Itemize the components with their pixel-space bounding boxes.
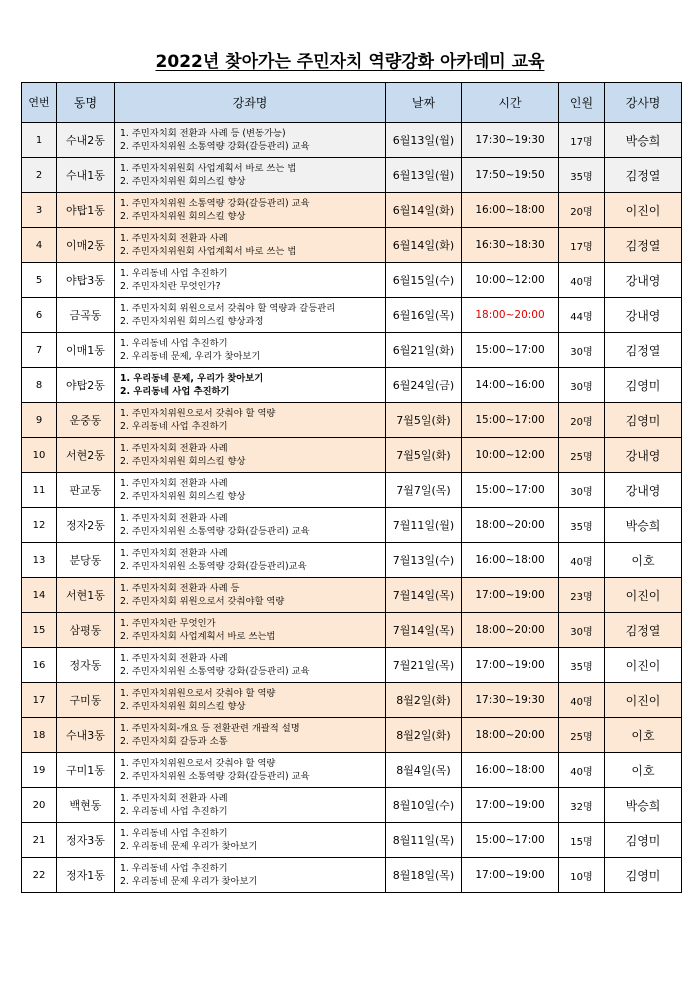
- date-cell: 7월13일(수): [386, 543, 462, 578]
- header-dong: 동명: [57, 83, 115, 123]
- table-row: [22, 613, 682, 648]
- instructor-cell: 박승희: [605, 123, 682, 158]
- instructor-cell: 강내영: [605, 298, 682, 333]
- row-number: 8: [22, 368, 57, 403]
- header-time: 시간: [462, 83, 559, 123]
- dong-name: 야탑2동: [57, 368, 115, 403]
- time-cell: 16:30~18:30: [462, 228, 559, 263]
- table-row: [22, 543, 682, 578]
- dong-name: 구미1동: [57, 753, 115, 788]
- course-cell: [115, 193, 386, 228]
- time-cell: 10:00~12:00: [462, 438, 559, 473]
- course-cell: [115, 613, 386, 648]
- dong-name: 야탑1동: [57, 193, 115, 228]
- course-line-1: 1. 주민자치위원으로서 갖춰야 할 역량: [120, 758, 276, 769]
- date-cell: 8월11일(목): [386, 823, 462, 858]
- row-number: 22: [22, 858, 57, 893]
- row-number: 13: [22, 543, 57, 578]
- date-cell: 7월14일(목): [386, 578, 462, 613]
- course-cell: [115, 438, 386, 473]
- course-line-2: 2. 주민자치위원 회의스킬 향상: [120, 491, 246, 502]
- instructor-cell: 이진이: [605, 648, 682, 683]
- course-cell: [115, 788, 386, 823]
- table-row: [22, 753, 682, 788]
- people-cell: 30명: [559, 368, 605, 403]
- row-number: 14: [22, 578, 57, 613]
- instructor-cell: 박승희: [605, 508, 682, 543]
- people-cell: 25명: [559, 438, 605, 473]
- row-number: 4: [22, 228, 57, 263]
- instructor-cell: 이진이: [605, 578, 682, 613]
- course-cell: [115, 403, 386, 438]
- date-cell: 8월2일(화): [386, 718, 462, 753]
- instructor-cell: 이호: [605, 718, 682, 753]
- table-row: [22, 193, 682, 228]
- time-cell: 17:00~19:00: [462, 648, 559, 683]
- instructor-cell: 강내영: [605, 438, 682, 473]
- course-line-1: 1. 우리동네 사업 추진하기: [120, 828, 228, 839]
- course-line-1: 1. 주민자치회 전환과 사례: [120, 443, 228, 454]
- instructor-cell: 김영미: [605, 858, 682, 893]
- course-line-1: 1. 주민자치위원 소통역량 강화(갈등관리) 교육: [120, 198, 310, 209]
- row-number: 9: [22, 403, 57, 438]
- time-cell: 15:00~17:00: [462, 473, 559, 508]
- course-line-2: 2. 주민자치위원 회의스킬 향상: [120, 701, 246, 712]
- row-number: 18: [22, 718, 57, 753]
- course-line-2: 2. 주민자치위원 소통역량 강화(갈등관리) 교육: [120, 141, 310, 152]
- course-line-2: 2. 우리동네 문제 우리가 찾아보기: [120, 841, 258, 852]
- people-cell: 35명: [559, 508, 605, 543]
- time-cell: 17:50~19:50: [462, 158, 559, 193]
- people-cell: 20명: [559, 193, 605, 228]
- date-cell: 8월18일(목): [386, 858, 462, 893]
- row-number: 3: [22, 193, 57, 228]
- dong-name: 서현1동: [57, 578, 115, 613]
- course-line-2: 2. 주민자치위원 회의스킬 향상: [120, 456, 246, 467]
- instructor-cell: 김정열: [605, 613, 682, 648]
- row-number: 12: [22, 508, 57, 543]
- dong-name: 야탑3동: [57, 263, 115, 298]
- row-number: 21: [22, 823, 57, 858]
- course-line-1: 1. 주민자치회 전환과 사례: [120, 478, 228, 489]
- people-cell: 44명: [559, 298, 605, 333]
- time-cell: 10:00~12:00: [462, 263, 559, 298]
- table-row: [22, 298, 682, 333]
- dong-name: 구미동: [57, 683, 115, 718]
- course-cell: [115, 648, 386, 683]
- people-cell: 40명: [559, 263, 605, 298]
- instructor-cell: 이진이: [605, 193, 682, 228]
- dong-name: 정자1동: [57, 858, 115, 893]
- course-line-1: 1. 주민자치위원회 사업계획서 바로 쓰는 법: [120, 163, 297, 174]
- table-row: [22, 823, 682, 858]
- table-row: [22, 368, 682, 403]
- table-row: [22, 473, 682, 508]
- course-line-1: 1. 우리동네 사업 추진하기: [120, 338, 228, 349]
- course-cell: [115, 543, 386, 578]
- time-cell: 18:00~20:00: [462, 508, 559, 543]
- people-cell: 40명: [559, 683, 605, 718]
- row-number: 20: [22, 788, 57, 823]
- course-line-1: 1. 주민자치회 위원으로서 갖춰야 할 역량과 갈등관리: [120, 303, 336, 314]
- row-number: 10: [22, 438, 57, 473]
- dong-name: 운중동: [57, 403, 115, 438]
- table-row: [22, 718, 682, 753]
- header-row: [22, 83, 682, 123]
- header-instructor: 강사명: [605, 83, 682, 123]
- table-row: [22, 648, 682, 683]
- dong-name: 이매2동: [57, 228, 115, 263]
- dong-name: 수내2동: [57, 123, 115, 158]
- course-cell: [115, 508, 386, 543]
- course-line-2: 2. 우리동네 사업 추진하기: [120, 421, 228, 432]
- people-cell: 25명: [559, 718, 605, 753]
- dong-name: 분당동: [57, 543, 115, 578]
- course-line-2: 2. 주민자치위원 회의스킬 향상: [120, 176, 246, 187]
- course-line-2: 2. 주민자치위원 회의스킬 향상: [120, 211, 246, 222]
- time-cell: 17:00~19:00: [462, 858, 559, 893]
- course-line-1: 1. 주민자치회 전환과 사례: [120, 513, 228, 524]
- row-number: 6: [22, 298, 57, 333]
- course-cell: [115, 263, 386, 298]
- instructor-cell: 김정열: [605, 333, 682, 368]
- table-row: [22, 333, 682, 368]
- time-cell: 17:00~19:00: [462, 578, 559, 613]
- time-cell: 15:00~17:00: [462, 333, 559, 368]
- date-cell: 6월24일(금): [386, 368, 462, 403]
- instructor-cell: 강내영: [605, 263, 682, 298]
- course-cell: [115, 158, 386, 193]
- date-cell: 7월5일(화): [386, 438, 462, 473]
- course-line-2: 2. 주민자치회 사업계획서 바로 쓰는법: [120, 631, 276, 642]
- time-cell: 17:30~19:30: [462, 123, 559, 158]
- instructor-cell: 강내영: [605, 473, 682, 508]
- dong-name: 서현2동: [57, 438, 115, 473]
- course-cell: [115, 473, 386, 508]
- dong-name: 이매1동: [57, 333, 115, 368]
- course-line-2: 2. 우리동네 문제, 우리가 찾아보기: [120, 351, 261, 362]
- course-line-2: 2. 주민자치위원 소통역량 강화(갈등관리) 교육: [120, 771, 310, 782]
- table-row: [22, 508, 682, 543]
- instructor-cell: 이진이: [605, 683, 682, 718]
- dong-name: 판교동: [57, 473, 115, 508]
- people-cell: 17명: [559, 228, 605, 263]
- people-cell: 30명: [559, 613, 605, 648]
- instructor-cell: 김영미: [605, 403, 682, 438]
- dong-name: 정자2동: [57, 508, 115, 543]
- table-row: [22, 123, 682, 158]
- course-line-1: 1. 주민자치란 무엇인가: [120, 618, 216, 629]
- people-cell: 35명: [559, 158, 605, 193]
- course-line-2: 2. 우리동네 문제 우리가 찾아보기: [120, 876, 258, 887]
- course-line-2: 2. 주민자치위원 회의스킬 향상과정: [120, 316, 264, 327]
- header-people: 인원: [559, 83, 605, 123]
- page-title: 2022년 찾아가는 주민자치 역량강화 아카데미 교육: [155, 52, 545, 72]
- dong-name: 수내1동: [57, 158, 115, 193]
- course-line-1: 1. 우리동네 사업 추진하기: [120, 268, 228, 279]
- row-number: 5: [22, 263, 57, 298]
- header-date: 날짜: [386, 83, 462, 123]
- course-line-2: 2. 주민자치위원 소통역량 강화(갈등관리)교육: [120, 561, 307, 572]
- course-cell: [115, 368, 386, 403]
- people-cell: 17명: [559, 123, 605, 158]
- course-line-2: 2. 우리동네 사업 추진하기: [120, 806, 228, 817]
- table-row: [22, 438, 682, 473]
- people-cell: 30명: [559, 473, 605, 508]
- instructor-cell: 김영미: [605, 368, 682, 403]
- people-cell: 30명: [559, 333, 605, 368]
- row-number: 19: [22, 753, 57, 788]
- date-cell: 8월2일(화): [386, 683, 462, 718]
- table-row: [22, 228, 682, 263]
- course-line-1: 1. 주민자치회 전환과 사례: [120, 548, 228, 559]
- course-line-2: 2. 주민자치위원 소통역량 강화(갈등관리) 교육: [120, 666, 310, 677]
- header-no: 연번: [22, 83, 57, 123]
- table-row: [22, 788, 682, 823]
- course-cell: [115, 228, 386, 263]
- instructor-cell: 이호: [605, 753, 682, 788]
- date-cell: 6월15일(수): [386, 263, 462, 298]
- date-cell: 6월14일(화): [386, 228, 462, 263]
- course-cell: [115, 718, 386, 753]
- time-cell: 15:00~17:00: [462, 403, 559, 438]
- course-line-2: 2. 주민자치란 무엇인가?: [120, 281, 221, 292]
- time-cell: 16:00~18:00: [462, 193, 559, 228]
- instructor-cell: 김영미: [605, 823, 682, 858]
- time-cell: 14:00~16:00: [462, 368, 559, 403]
- course-line-1: 1. 주민자치회 전환과 사례 등 (변동가능): [120, 128, 286, 139]
- course-cell: [115, 578, 386, 613]
- course-line-1: 1. 주민자치회-개요 등 전환관련 개괄적 설명: [120, 723, 300, 734]
- date-cell: 6월13일(월): [386, 158, 462, 193]
- course-cell: [115, 753, 386, 788]
- dong-name: 정자동: [57, 648, 115, 683]
- date-cell: 7월7일(목): [386, 473, 462, 508]
- course-cell: [115, 858, 386, 893]
- table-row: [22, 263, 682, 298]
- people-cell: 15명: [559, 823, 605, 858]
- table-row: [22, 158, 682, 193]
- table-row: [22, 578, 682, 613]
- people-cell: 10명: [559, 858, 605, 893]
- dong-name: 백현동: [57, 788, 115, 823]
- course-line-1: 1. 주민자치회 전환과 사례: [120, 233, 228, 244]
- course-line-1: 1. 주민자치회 전환과 사례 등: [120, 583, 240, 594]
- time-cell: 18:00~20:00: [462, 298, 559, 333]
- row-number: 1: [22, 123, 57, 158]
- dong-name: 금곡동: [57, 298, 115, 333]
- header-course: 강좌명: [115, 83, 386, 123]
- people-cell: 40명: [559, 753, 605, 788]
- course-cell: [115, 333, 386, 368]
- instructor-cell: 김정열: [605, 228, 682, 263]
- time-cell: 17:30~19:30: [462, 683, 559, 718]
- course-line-1: 1. 주민자치회 전환과 사례: [120, 653, 228, 664]
- row-number: 17: [22, 683, 57, 718]
- date-cell: 8월4일(목): [386, 753, 462, 788]
- dong-name: 정자3동: [57, 823, 115, 858]
- date-cell: 6월21일(화): [386, 333, 462, 368]
- course-line-1: 1. 주민자치회 전환과 사례: [120, 793, 228, 804]
- row-number: 7: [22, 333, 57, 368]
- dong-name: 수내3동: [57, 718, 115, 753]
- course-line-1: 1. 우리동네 사업 추진하기: [120, 863, 228, 874]
- instructor-cell: 박승희: [605, 788, 682, 823]
- course-cell: [115, 683, 386, 718]
- course-line-1: 1. 주민자치위원으로서 갖춰야 할 역량: [120, 408, 276, 419]
- course-cell: [115, 823, 386, 858]
- course-cell: [115, 123, 386, 158]
- row-number: 2: [22, 158, 57, 193]
- course-cell: [115, 298, 386, 333]
- dong-name: 삼평동: [57, 613, 115, 648]
- date-cell: 8월10일(수): [386, 788, 462, 823]
- people-cell: 35명: [559, 648, 605, 683]
- instructor-cell: 김정열: [605, 158, 682, 193]
- people-cell: 40명: [559, 543, 605, 578]
- table-row: [22, 858, 682, 893]
- schedule-table: [21, 82, 682, 893]
- time-cell: 18:00~20:00: [462, 718, 559, 753]
- instructor-cell: 이호: [605, 543, 682, 578]
- date-cell: 7월21일(목): [386, 648, 462, 683]
- time-cell: 16:00~18:00: [462, 543, 559, 578]
- time-cell: 17:00~19:00: [462, 788, 559, 823]
- row-number: 15: [22, 613, 57, 648]
- course-line-2: 2. 우리동네 사업 추진하기: [120, 386, 230, 397]
- date-cell: 6월14일(화): [386, 193, 462, 228]
- course-line-1: 1. 주민자치위원으로서 갖춰야 할 역량: [120, 688, 276, 699]
- time-cell: 15:00~17:00: [462, 823, 559, 858]
- course-line-1: 1. 우리동네 문제, 우리가 찾아보기: [120, 373, 264, 384]
- date-cell: 7월11일(월): [386, 508, 462, 543]
- date-cell: 7월14일(목): [386, 613, 462, 648]
- date-cell: 6월13일(월): [386, 123, 462, 158]
- row-number: 11: [22, 473, 57, 508]
- course-line-2: 2. 주민자치회 갈등과 소통: [120, 736, 228, 747]
- row-number: 16: [22, 648, 57, 683]
- table-row: [22, 683, 682, 718]
- course-line-2: 2. 주민자치회 위원으로서 갖춰야할 역량: [120, 596, 285, 607]
- time-cell: 16:00~18:00: [462, 753, 559, 788]
- course-line-2: 2. 주민자치위원 소통역량 강화(갈등관리) 교육: [120, 526, 310, 537]
- people-cell: 32명: [559, 788, 605, 823]
- people-cell: 20명: [559, 403, 605, 438]
- date-cell: 7월5일(화): [386, 403, 462, 438]
- people-cell: 23명: [559, 578, 605, 613]
- table-row: [22, 403, 682, 438]
- course-line-2: 2. 주민자치위원회 사업계획서 바로 쓰는 법: [120, 246, 297, 257]
- time-cell: 18:00~20:00: [462, 613, 559, 648]
- date-cell: 6월16일(목): [386, 298, 462, 333]
